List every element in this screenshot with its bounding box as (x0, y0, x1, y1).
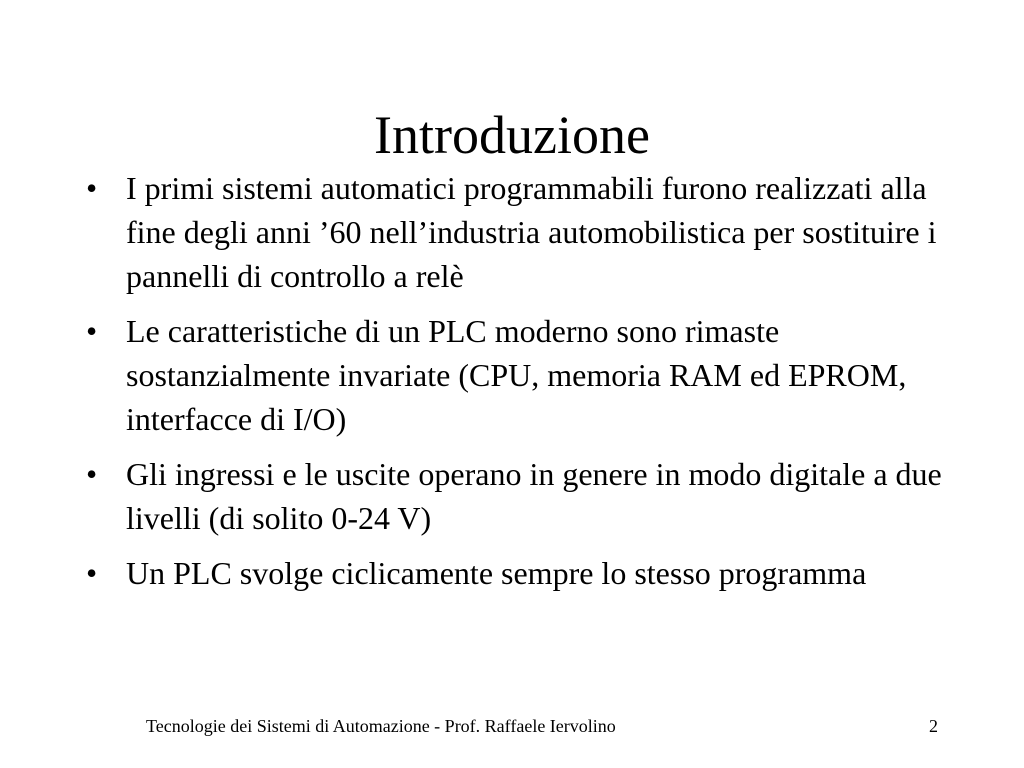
bullet-text: I primi sistemi automatici programmabili furono realizzati alla fine degli anni ’60 nell’industria automobilistica per sostituire i pannelli di controllo a relè (126, 170, 937, 294)
bullet-text: Gli ingressi e le uscite operano in genere in modo digitale a due livelli (di solito 0-24 V) (126, 456, 942, 536)
bullet-item-1 (86, 166, 946, 298)
page-number: 2 (929, 716, 938, 736)
bullet-item-3 (86, 452, 946, 540)
bullet-list (86, 166, 946, 606)
footer-text: Tecnologie dei Sistemi di Automazione - Prof. Raffaele Iervolino (146, 716, 616, 736)
bullet-marker-icon: • (86, 555, 98, 591)
bullet-text: Le caratteristiche di un PLC moderno sono rimaste sostanzialmente invariate (CPU, memoria RAM ed EPROM, interfacce di I/O) (126, 313, 907, 437)
slide-title: Introduzione (374, 105, 650, 165)
bullet-item-2 (86, 309, 946, 441)
bullet-item-4 (86, 551, 946, 595)
bullet-marker-icon: • (86, 313, 98, 349)
bullet-marker-icon: • (86, 456, 98, 492)
bullet-text: Un PLC svolge ciclicamente sempre lo stesso programma (126, 555, 867, 591)
bullet-marker-icon: • (86, 170, 98, 206)
